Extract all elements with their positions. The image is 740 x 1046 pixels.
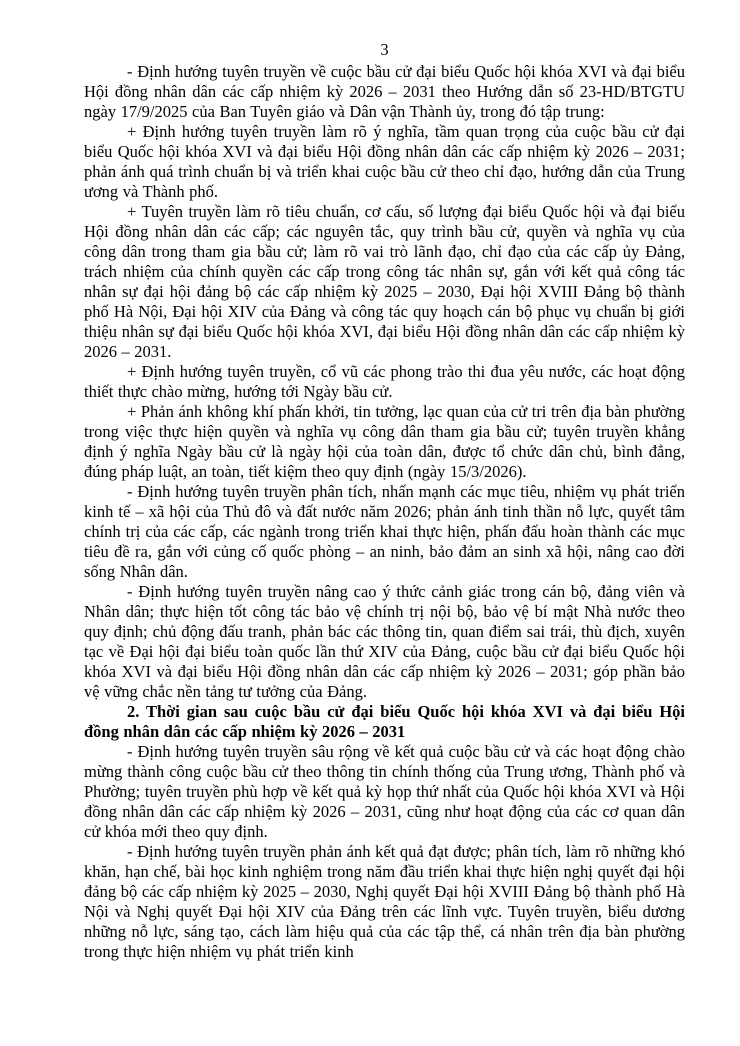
section-heading-post-election: 2. Thời gian sau cuộc bầu cử đại biểu Quốc hội khóa XVI và đại biểu Hội đồng nhân dân các cấp nhiệm kỳ 2026 – 2031 bbox=[84, 702, 685, 741]
paragraph-emulation-movements: + Định hướng tuyên truyền, cổ vũ các phong trào thi đua yêu nước, các hoạt động thiết thực chào mừng, hướng tới Ngày bầu cử. bbox=[84, 362, 685, 401]
paragraph-standards-structure: + Tuyên truyền làm rõ tiêu chuẩn, cơ cấu, số lượng đại biểu Quốc hội và đại biểu Hội đồng nhân dân các cấp; các nguyên tắc, quy trình bầu cử, quyền và nghĩa vụ của công dân trong tham gia bầu cử; làm rõ vai trò lãnh đạo, chỉ đạo của các cấp ủy Đảng, trách nhiệm của chính quyền các cấp trong công tác nhân sự, gắn với kết quả công tác nhân sự đại hội đảng bộ các cấp nhiệm kỳ 2025 – 2030, Đại hội XVIII Đảng bộ thành phố Hà Nội, Đại hội XIV của Đảng và công tác quy hoạch cán bộ phục vụ chuẩn bị giới thiệu nhân sự đại biểu Quốc hội khóa XVI, đại biểu Hội đồng nhân dân các cấp nhiệm kỳ 2026 – 2031. bbox=[84, 202, 685, 361]
paragraph-meaning-importance: + Định hướng tuyên truyền làm rõ ý nghĩa, tầm quan trọng của cuộc bầu cử đại biểu Quốc hội khóa XVI và đại biểu Hội đồng nhân dân các cấp nhiệm kỳ 2026 – 2031; phản ánh quá trình chuẩn bị và triển khai cuộc bầu cử theo chỉ đạo, hướng dẫn của Trung ương và Thành phố. bbox=[84, 122, 685, 201]
paragraph-socioeconomic-goals: - Định hướng tuyên truyền phân tích, nhấn mạnh các mục tiêu, nhiệm vụ phát triển kinh tế – xã hội của Thủ đô và đất nước năm 2026; phản ánh tinh thần nỗ lực, quyết tâm chính trị của các cấp, các ngành trong triển khai thực hiện, phấn đấu hoàn thành các mục tiêu đề ra, gắn với củng cố quốc phòng – an ninh, bảo đảm an sinh xã hội, nâng cao đời sống Nhân dân. bbox=[84, 482, 685, 581]
document-body bbox=[84, 62, 685, 962]
paragraph-election-results: - Định hướng tuyên truyền sâu rộng về kết quả cuộc bầu cử và các hoạt động chào mừng thành công cuộc bầu cử theo thông tin chính thống của Trung ương, Thành phố và Phường; tuyên truyền phù hợp về kết quả kỳ họp thứ nhất của Quốc hội khóa XVI và Hội đồng nhân dân các cấp nhiệm kỳ 2026 – 2031, cũng như hoạt động của các cơ quan dân cử khóa mới theo quy định. bbox=[84, 742, 685, 841]
paragraph-vigilance-protection: - Định hướng tuyên truyền nâng cao ý thức cảnh giác trong cán bộ, đảng viên và Nhân dân; thực hiện tốt công tác bảo vệ chính trị nội bộ, bảo vệ bí mật Nhà nước theo quy định; chủ động đấu tranh, phản bác các thông tin, quan điểm sai trái, thù địch, xuyên tạc về Đại hội đại biểu toàn quốc lần thứ XIV của Đảng, cuộc bầu cử đại biểu Quốc hội khóa XVI và đại biểu Hội đồng nhân dân các cấp nhiệm kỳ 2026 – 2031; góp phần bảo vệ vững chắc nền tảng tư tưởng của Đảng. bbox=[84, 582, 685, 701]
paragraph-election-orientation: - Định hướng tuyên truyền về cuộc bầu cử đại biểu Quốc hội khóa XVI và đại biểu Hội đồng nhân dân các cấp nhiệm kỳ 2026 – 2031 theo Hướng dẫn số 23-HD/BTGTU ngày 17/9/2025 của Ban Tuyên giáo và Dân vận Thành ủy, trong đó tập trung: bbox=[84, 62, 685, 121]
paragraph-achievements-lessons: - Định hướng tuyên truyền phản ánh kết quả đạt được; phân tích, làm rõ những khó khăn, hạn chế, bài học kinh nghiệm trong năm đầu triển khai thực hiện nghị quyết đại hội đảng bộ các cấp nhiệm kỳ 2025 – 2030, Nghị quyết Đại hội XVIII Đảng bộ thành phố Hà Nội và Nghị quyết Đại hội XIV của Đảng trên các lĩnh vực. Tuyên truyền, biểu dương những nỗ lực, sáng tạo, cách làm hiệu quả của các tập thể, cá nhân trên địa bàn phường trong thực hiện nhiệm vụ phát triển kinh bbox=[84, 842, 685, 961]
paragraph-voter-atmosphere: + Phản ánh không khí phấn khởi, tin tưởng, lạc quan của cử tri trên địa bàn phường trong việc thực hiện quyền và nghĩa vụ công dân tham gia bầu cử; tuyên truyền khẳng định ý nghĩa Ngày bầu cử là ngày hội của toàn dân, được tổ chức dân chủ, bình đẳng, đúng pháp luật, an toàn, tiết kiệm theo quy định (ngày 15/3/2026). bbox=[84, 402, 685, 481]
page-number: 3 bbox=[380, 40, 389, 59]
